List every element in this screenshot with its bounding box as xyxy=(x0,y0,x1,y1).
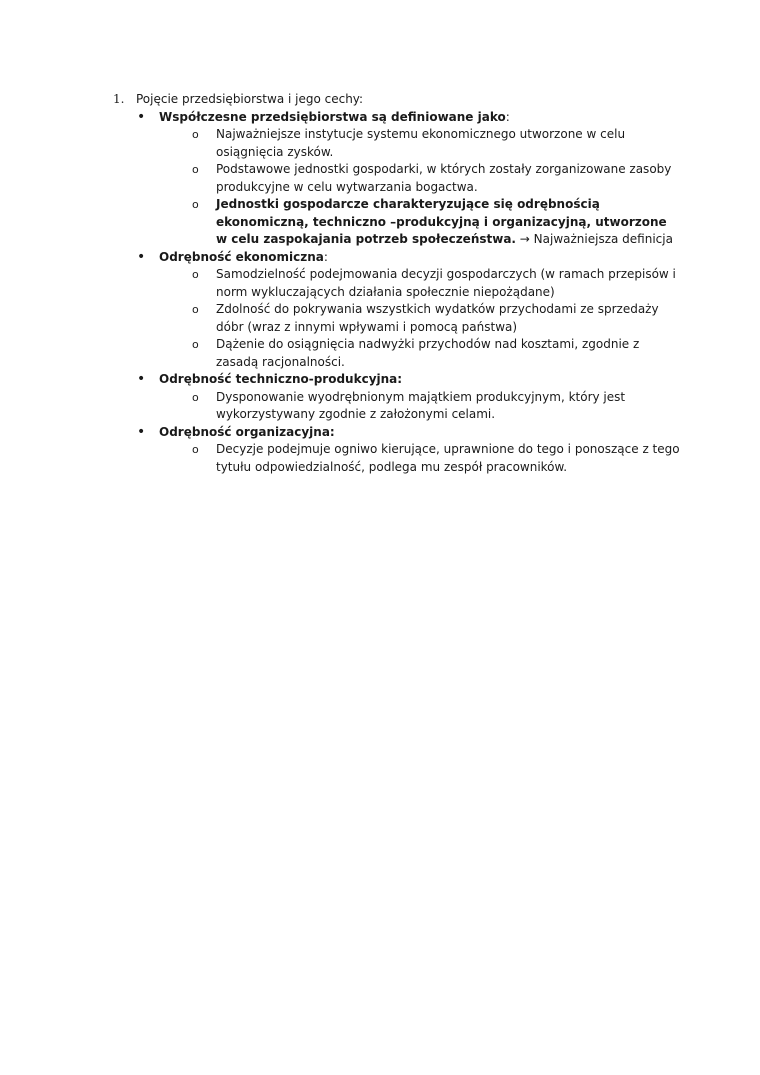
bullet-item xyxy=(0,371,760,389)
sub-marker: o xyxy=(192,128,199,141)
bullet-item xyxy=(0,249,760,267)
sub-item xyxy=(0,161,760,196)
sub-marker: o xyxy=(192,268,199,281)
sub-item xyxy=(0,441,760,476)
sub-item xyxy=(0,126,760,161)
sub-marker: o xyxy=(192,163,199,176)
heading-number: 1. xyxy=(113,92,125,106)
bullet-item xyxy=(0,424,760,442)
heading-item xyxy=(0,91,760,109)
bullet-marker: • xyxy=(137,423,146,440)
heading-text: Pojęcie przedsiębiorstwa i jego cechy: xyxy=(136,92,364,106)
section-title: Odrębność techniczno-produkcyjna: xyxy=(159,372,403,386)
sub-marker: o xyxy=(192,443,199,456)
section-title: Współczesne przedsiębiorstwa są definiowane jako xyxy=(159,109,506,124)
sub-item-text: Najważniejsze instytucje systemu ekonomicznego utworzone w celu osiągnięcia zysków. xyxy=(216,127,626,159)
sub-item-text: Dysponowanie wyodrębnionym majątkiem produkcyjnym, który jest wykorzystywany zgodnie z założonymi celami. xyxy=(216,389,626,421)
sub-item xyxy=(0,196,760,249)
section-title: Odrębność organizacyjna: xyxy=(159,424,335,439)
bullet-marker: • xyxy=(137,248,146,265)
sub-item-text: Zdolność do pokrywania wszystkich wydatków przychodami ze sprzedaży dóbr (wraz z innymi wpływami i pomocą państwa) xyxy=(216,302,659,334)
sub-item-text: Decyzje podejmuje ogniwo kierujące, uprawnione do tego i ponoszące z tego tytułu odpowiedzialność, podlega mu zespół pracowników. xyxy=(216,442,680,474)
bullet-marker: • xyxy=(137,371,146,387)
bullet-marker: • xyxy=(137,108,146,125)
sub-item xyxy=(0,301,760,336)
sub-marker: o xyxy=(192,303,199,316)
section-title: Odrębność ekonomiczna xyxy=(159,249,324,264)
sub-marker: o xyxy=(192,390,199,404)
sub-item xyxy=(0,266,760,301)
section-list xyxy=(0,109,760,477)
sub-item xyxy=(0,389,760,424)
document-body xyxy=(0,91,760,476)
sub-item-text: Jednostki gospodarcze charakteryzujące się odrębnością ekonomiczną, techniczno –produkcyjną i organizacyjną, utworzone w celu zaspokajania potrzeb społeczeństwa. xyxy=(216,197,667,246)
sub-marker: o xyxy=(192,338,199,351)
sub-marker: o xyxy=(192,198,199,211)
section-colon: : xyxy=(323,249,328,264)
section-colon: : xyxy=(505,109,510,124)
sub-item xyxy=(0,336,760,371)
sub-item-text: Dążenie do osiągnięcia nadwyżki przychodów nad kosztami, zgodnie z zasadą racjonalności. xyxy=(216,337,640,369)
bullet-item xyxy=(0,109,760,127)
sub-item-note: → Najważniejsza definicja xyxy=(515,232,673,246)
sub-item-text: Samodzielność podejmowania decyzji gospodarczych (w ramach przepisów i norm wykluczających działania społecznie niepożądane) xyxy=(216,267,676,299)
sub-item-text: Podstawowe jednostki gospodarki, w których zostały zorganizowane zasoby produkcyjne w celu wytwarzania bogactwa. xyxy=(216,162,672,194)
